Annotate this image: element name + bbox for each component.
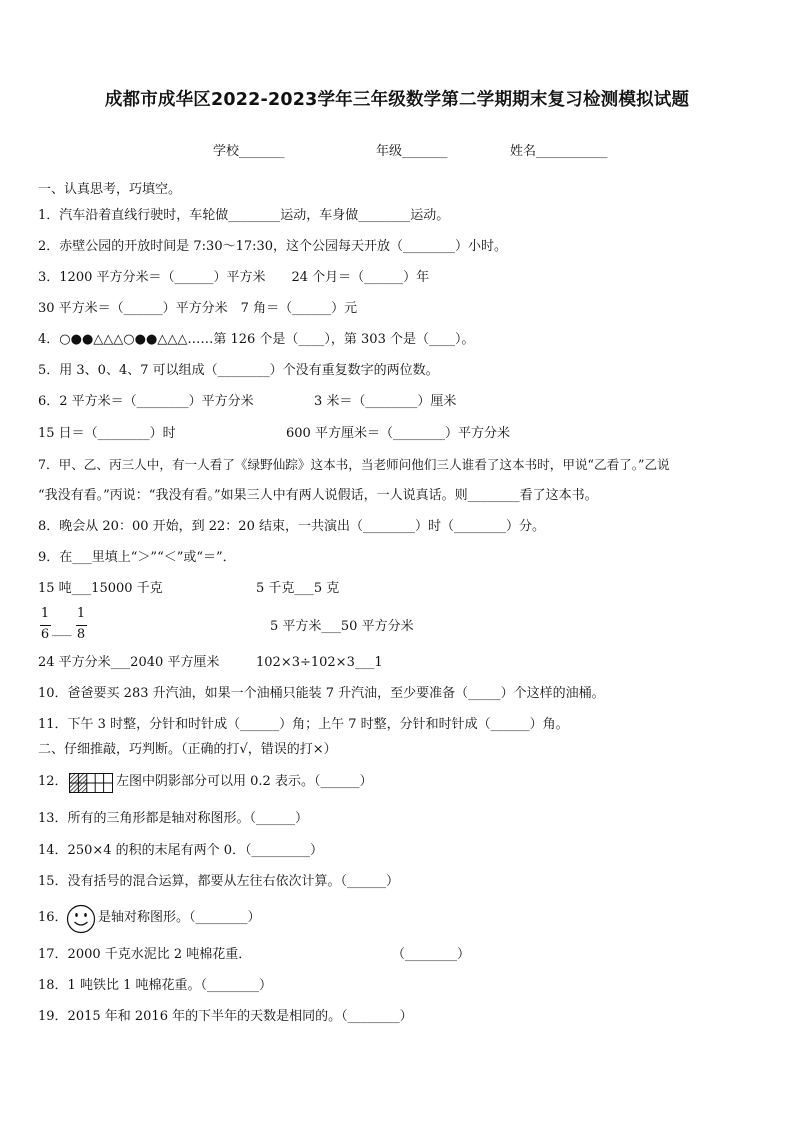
question-8: 8．晚会从 20：00 开始，到 22：20 结束，一共演出（________）时（________）分。 [38,519,545,534]
question-16: 是轴对称图形。（________） [98,910,261,925]
question-5: 5．用 3、0、4、7 可以组成（________）个没有重复数字的两位数。 [38,363,439,378]
question-15: 15．没有括号的混合运算，都要从左往右依次计算。（______） [38,874,400,889]
question-12: 左图中阴影部分可以用 0.2 表示。（______） [116,774,373,789]
question-9b: 5 千克___5 克 [256,581,340,596]
question-19: 19．2015 年和 2016 年的下半年的天数是相同的。（________） [38,1009,413,1024]
fraction-left-denominator: 6 [40,627,50,642]
question-9e: 102×3÷102×3___1 [256,655,383,670]
question-4: 4．○●●△△△○●●△△△……第 126 个是（____），第 303 个是（____）。 [38,332,475,347]
shaded-grid-svg [70,774,112,792]
question-9a: 15 吨___15000 千克 [38,581,163,596]
fraction-right-numerator: 1 [76,606,86,621]
fraction-right-bar [76,625,87,626]
question-16-number: 16． [38,910,68,925]
smiley-face-icon [66,904,96,934]
fraction-left-bar [40,625,51,626]
question-9c: 5 平方米___50 平方分米 [270,619,414,634]
question-11: 11．下午 3 时整，分针和时针成（______）角；上午 7 时整，分针和时针成（______）角。 [38,717,569,732]
question-17-answer-blank: （________） [392,947,471,962]
fraction-compare-blank: ___ [52,622,72,637]
question-6a: 6．2 平方米＝（________）平方分米 [38,394,254,409]
question-6b: 3 米＝（________）厘米 [314,394,457,409]
page-title: 成都市成华区2022-2023学年三年级数学第二学期期末复习检测模拟试题 [104,90,690,110]
question-7a: 7．甲、乙、丙三人中，有一人看了《绿野仙踪》这本书，当老师问他们三人谁看了这本书时，甲说“乙看了。”乙说 [38,457,670,472]
question-12-number: 12． [38,774,68,789]
question-6d: 600 平方厘米＝（________）平方分米 [286,426,510,441]
section-1-heading: 一、认真思考，巧填空。 [38,182,182,197]
question-10: 10．爸爸要买 283 升汽油，如果一个油桶只能装 7 升汽油，至少要准备（_____）个这样的油桶。 [38,686,605,701]
question-7b: “我没有看。”丙说：“我没有看。”如果三人中有两人说假话，一人说真话。则________看了这本书。 [38,488,598,503]
question-18: 18．1 吨铁比 1 吨棉花重。（________） [38,978,272,993]
question-13: 13．所有的三角形都是轴对称图形。（______） [38,811,309,826]
school-field: 学校_______ [213,144,285,159]
question-17: 17．2000 千克水泥比 2 吨棉花重． [38,947,252,962]
section-2-heading: 二、仔细推敲，巧判断。（正确的打√，错误的打×） [38,742,337,757]
question-2: 2．赤壁公园的开放时间是 7:30～17:30，这个公园每天开放（________）小时。 [38,239,508,254]
question-9: 9．在___里填上“＞”“＜”或“＝”． [38,550,236,565]
question-3a: 3．1200 平方分米＝（______）平方米 24 个月＝（______）年 [38,270,430,285]
question-1: 1．汽车沿着直线行驶时，车轮做________运动，车身做________运动。 [38,208,450,223]
fraction-left-numerator: 1 [40,606,50,621]
question-3b: 30 平方米＝（______）平方分米 7 角＝（______）元 [38,301,358,316]
shaded-grid-figure [69,773,113,793]
question-9d: 24 平方分米___2040 平方厘米 [38,655,220,670]
name-field: 姓名___________ [510,144,608,159]
question-14: 14．250×4 的积的末尾有两个 0．（_________） [38,843,324,858]
question-6c: 15 日＝（________）时 [38,426,176,441]
fraction-right-denominator: 8 [76,627,86,642]
grade-field: 年级_______ [376,144,448,159]
